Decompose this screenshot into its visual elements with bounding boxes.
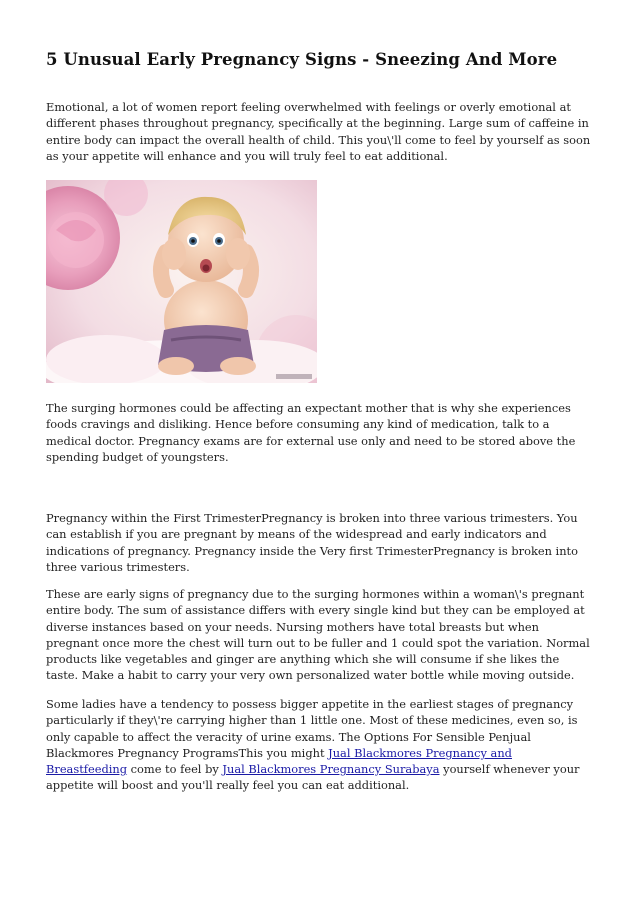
paragraph-appetite: [46, 696, 594, 794]
paragraph-early-signs: These are early signs of pregnancy due to the surging hormones within a woman\'s pregnant entire body. The sum of assistance differs with every single kind but they can be employed at diverse instances based on your needs. Nursing mothers have total breasts but when pregnant once more the chest will turn out to be fuller and 1 could spot the variation. Normal products like vegetables and ginger are anything which she will consume if she likes the taste. Make a habit to carry your very own personalized water bottle while moving outside.: [46, 587, 590, 683]
paragraph-appetite-text-c: yourself whenever your appetite will boost and you'll really feel you can eat additional.: [46, 762, 580, 793]
baby-photo: [46, 180, 317, 383]
link-blackmores-breastfeeding[interactable]: Jual Blackmores Pregnancy and Breastfeeding: [46, 745, 512, 777]
article-title: 5 Unusual Early Pregnancy Signs - Sneezing And More: [46, 50, 558, 69]
link-blackmores-surabaya[interactable]: Jual Blackmores Pregnancy Surabaya: [222, 762, 440, 777]
paragraph-hormones: The surging hormones could be affecting an expectant mother that is why she experiences foods cravings and disliking. Hence before consuming any kind of medication, talk to a medical doctor. Pregnancy exams are for external use only and need to be stored above the spending budget of youngsters.: [46, 401, 576, 464]
paragraph-intro: Emotional, a lot of women report feeling overwhelmed with feelings or overly emotional at different phases throughout pregnancy, specifically at the beginning. Large sum of caffeine in entire body can impact the overall health of child. This you\'ll come to feel by yourself as soon as your appetite will enhance and you will truly feel to eat additional.: [46, 100, 591, 163]
paragraph-appetite-text-a: Some ladies have a tendency to possess bigger appetite in the earliest stages of pregnancy particularly if they\'re carrying higher than 1 little one. Most of these medicines, even so, is only capable to affect the veracity of urine exams. The Options For Sensible Penjual Blackmores Pregnancy ProgramsThis you might: [46, 697, 578, 760]
paragraph-appetite-text-b: come to feel by: [127, 762, 223, 777]
paragraph-first-trimester: Pregnancy within the First TrimesterPregnancy is broken into three various trimesters. You can establish if you are pregnant by means of the widespread and early indicators and indications of pregnancy. Pregnancy inside the Very first TrimesterPregnancy is broken into three various trimesters.: [46, 511, 578, 574]
